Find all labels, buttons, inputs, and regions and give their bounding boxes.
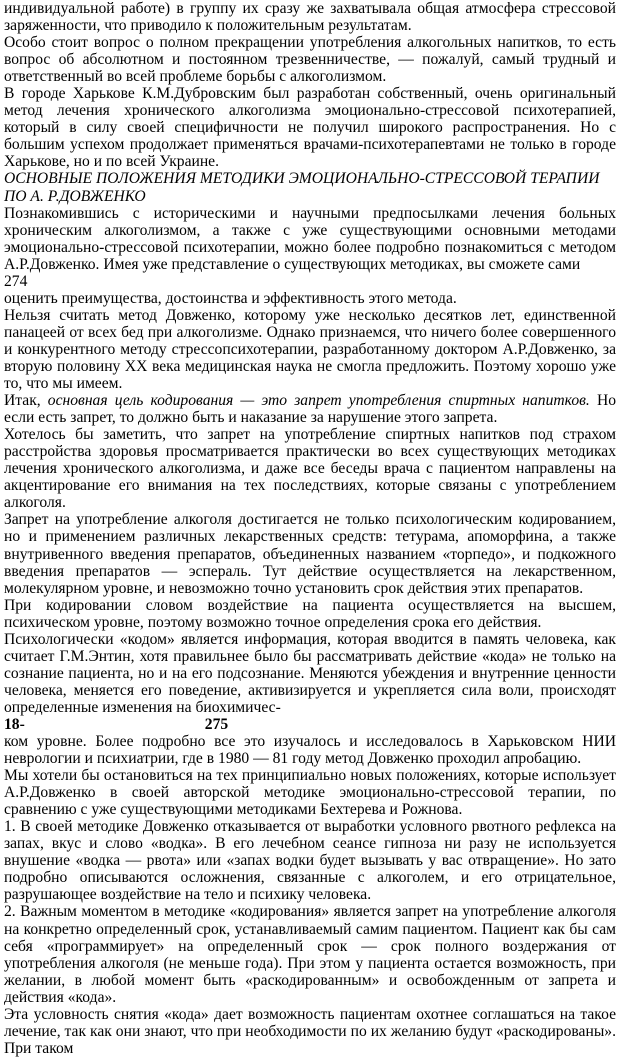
paragraph-7 bbox=[4, 392, 616, 426]
paragraph-7-tail: Но если есть запрет, то должно быть и наказание за нарушение этого запрета. bbox=[4, 392, 617, 427]
paragraph-12: ком уровне. Более подробно все это изучалось и исследовалось в Харьковском НИИ неврологии и психиатрии, где в 1980 — 81 году метод Довженко проходил апробацию. bbox=[4, 733, 616, 768]
paragraph-14: 1. В своей методике Довженко отказывается от выработки условного рвотного рефлекса на запах, вкус и слово «водка». В его лечебном сеансе гипноза ни разу не используется внушение «водка — рвота» или «запах водки будет вызывать у вас отвращение». Но зато подробно описываются осложнения, связанные с алкоголем, и его отрицательное, разрушающее воздействие на тело и психику человека. bbox=[4, 818, 616, 904]
page-number-274: 274 bbox=[4, 272, 28, 290]
paragraph-13: Мы хотели бы остановиться на тех принципиально новых положениях, которые использует А.Р.Довженко в своей авторской методике эмоционально-стрессовой терапии, по сравнению с уже существующими методиками Бехтерева и Рожнова. bbox=[4, 767, 616, 819]
paragraph-3: В городе Харькове К.М.Дубровским был разработан собственный, очень оригинальный метод лечения хронического алкоголизма эмоционально-стрессовой психотерапией, который в силу своей специфичности не получил широкого распространения. Но с большим успехом продолжает применяться врачами-психотерапевтами не только в городе Харькове, но и по всей Украине. bbox=[4, 85, 616, 171]
page-marker-left: 18- bbox=[4, 715, 25, 733]
paragraph-16: Эта условность снятия «кода» дает возможность пациентам охотнее соглашаться на такое лечение, так как они знают, что при необходимости по их желанию будут «раскодированы». При таком bbox=[4, 1005, 616, 1057]
paragraph-7-italic: основная цель кодирования — это запрет употребления спиртных напитков. bbox=[47, 392, 590, 410]
paragraph-9: Запрет на употребление алкоголя достигается не только психологическим кодированием, но и применением различных лекарственных средств: тетурама, апоморфина, а также внутривенного введения препаратов, объединенных названием «торпедо», и подкожного введения препаратов — эспераль. Тут действие осуществляется на лекарственном, молекулярном уровне, и невозможно точно установить срок действия этих препаратов. bbox=[4, 511, 616, 597]
section-heading: ОСНОВНЫЕ ПОЛОЖЕНИЯ МЕТОДИКИ ЭМОЦИОНАЛЬНО-СТРЕССОВОЙ ТЕРАПИИ ПО А. Р.ДОВЖЕНКО bbox=[4, 170, 600, 205]
paragraph-2: Особо стоит вопрос о полном прекращении употребления алкогольных напитков, то есть вопрос об абсолютном и постоянном трезвенничестве, — пожалуй, самый трудный и ответственный во всей проблеме борьбы с алкоголизмом. bbox=[4, 34, 616, 86]
paragraph-7-lead: Итак, bbox=[4, 392, 48, 410]
paragraph-10: При кодировании словом воздействие на пациента осуществляется на высшем, психическом уровне, поэтому возможно точное определения срока его действия. bbox=[4, 596, 616, 631]
paragraph-11: Психологически «кодом» является информация, которая вводится в память человека, как считает Г.М.Энтин, хотя правильнее было бы рассматривать действие «кода» не только на сознание пациента, но и на его подсознание. Меняются убеждения и внутренние ценности человека, меняется его поведение, активизируется и укрепляется сила воли, происходят определенные изменения на биохимичес- bbox=[4, 630, 616, 716]
paragraph-15: 2. Важным моментом в методике «кодирования» является запрет на употребление алкоголя на конкретно определенный срок, устанавливаемый самим пациентом. Пациент как бы сам себя «программирует» на определенный срок — срок полного воздержания от употребления алкоголя (не меньше года). При этом у пациента остается возможность, при желании, в любой момент быть «раскодированным» и освобожденным от запрета и действия «кода». bbox=[4, 903, 616, 1006]
page-marker-right: 275 bbox=[204, 715, 229, 733]
paragraph-8: Хотелось бы заметить, что запрет на употребление спиртных напитков под страхом расстройства здоровья просматривается практически во всех существующих методиках лечения хронического алкоголизма, и даже все беседы врача с пациентом направлены на акцентирование его внимания на тех последствиях, которые связаны с употреблением алкоголя. bbox=[4, 426, 616, 512]
paragraph-1: индивидуальной работе) в группу их сразу же захватывала общая атмосфера стрессовой заряженности, что приводило к положительным результатам. bbox=[4, 0, 616, 35]
paragraph-6: Нельзя считать метод Довженко, которому уже несколько десятков лет, единственной панацеей от всех бед при алкоголизме. Однако признаемся, что ничего более совершенного и конкурентного методу стрессопсихотерапии, разработанному доктором А.Р.Довженко, за вторую половину XX века медицинская наука не смогла предложить. Поэтому хорошо уже то, что мы имеем. bbox=[4, 306, 616, 393]
paragraph-4: Познакомившись с историческими и научными предпосылками лечения больных хроническим алкоголизмом, а также с уже существующими основными методами эмоционально-стрессовой психотерапии, можно более подробно познакомиться с методом А.Р.Довженко. Имея уже представление о существующих методиках, вы сможете сами bbox=[4, 204, 616, 273]
page-marker-row bbox=[4, 716, 616, 733]
paragraph-5: оценить преимущества, достоинства и эффективность этого метода. bbox=[4, 289, 457, 307]
